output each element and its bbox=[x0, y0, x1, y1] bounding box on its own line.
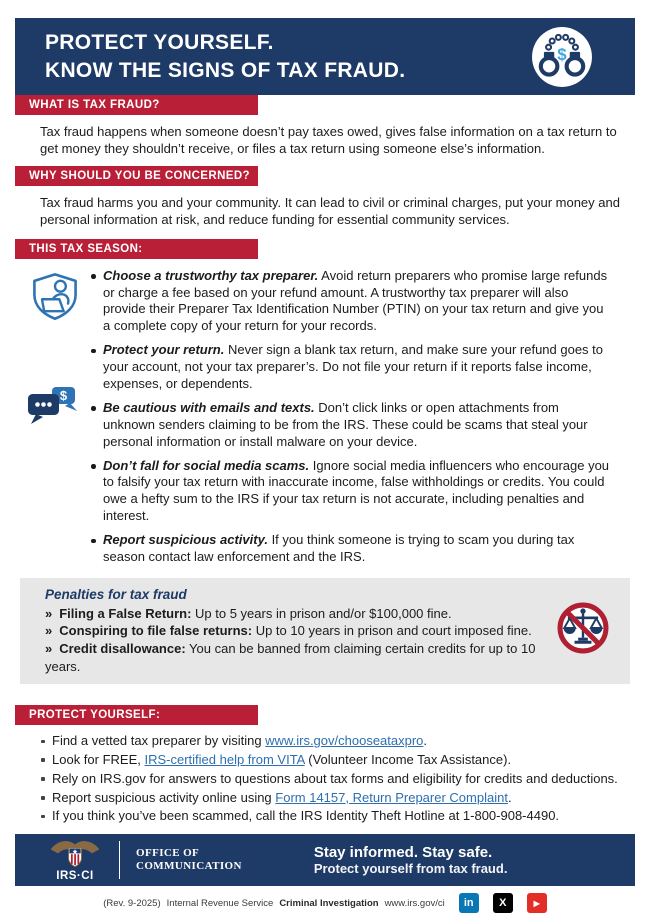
bullet-text: Never sign a blank tax return, and make sure your refund goes to your account, not your tax preparer’s. Do not file your return if it reports false income, expenses, or dependents. bbox=[103, 342, 604, 391]
section-banner-label: WHY SHOULD YOU BE CONCERNED? bbox=[29, 170, 250, 183]
link-vita[interactable]: IRS-certified help from VITA bbox=[144, 751, 305, 767]
item-text: Report suspicious activity online using bbox=[52, 789, 276, 805]
tax-fraud-flyer bbox=[0, 18, 650, 910]
list-item-protect-return bbox=[103, 342, 614, 393]
revision-label: (Rev. 9-2025) bbox=[103, 897, 161, 909]
shield-preparer-icon bbox=[30, 270, 80, 327]
list-item-find-preparer bbox=[52, 732, 625, 751]
footer-banner bbox=[15, 834, 635, 886]
penalty-marker: » bbox=[45, 623, 53, 639]
svg-text:$: $ bbox=[557, 44, 567, 64]
header-banner bbox=[15, 18, 635, 95]
why-concerned-paragraph: Tax fraud harms you and your community. It can lead to civil or criminal charges, put your money and personal information at risk, and reduce funding for essential community services. bbox=[40, 195, 620, 228]
footer-url: www.irs.gov/ci bbox=[384, 897, 445, 909]
penalty-text: You can be banned from claiming certain credits for up to 10 years. bbox=[45, 640, 536, 674]
office-of-communication bbox=[136, 847, 242, 875]
item-text: Look for FREE, bbox=[52, 751, 145, 767]
list-item-choose-preparer bbox=[103, 268, 614, 336]
chat-dollar-icon bbox=[27, 385, 79, 434]
office-line2: COMMUNICATION bbox=[136, 860, 242, 873]
footer-tagline bbox=[314, 844, 508, 876]
bullet-text: Ignore social media influencers who encourage you to falsify your tax return with inaccurate income, false withholdings or credits. You could owe a hefty sum to the IRS if your tax return is not accurate, including penalties and interest. bbox=[103, 457, 610, 524]
bullet-text: Don’t click links or open attachments from unknown senders claiming to be from the IRS. These could be scams that steal your personal information or install malware on your device. bbox=[103, 399, 588, 449]
footer-divider bbox=[119, 841, 120, 879]
item-text: . bbox=[423, 733, 428, 749]
link-form-14157[interactable]: Form 14157, Return Preparer Complaint bbox=[275, 789, 508, 805]
link-chooseataxpro[interactable]: www.irs.gov/chooseataxpro bbox=[265, 733, 424, 749]
penalty-lead: Credit disallowance: bbox=[59, 640, 186, 656]
office-line1: OFFICE OF bbox=[136, 846, 200, 859]
penalty-row-false-return bbox=[45, 605, 544, 623]
handcuffs-dollar-icon bbox=[531, 26, 593, 88]
x-icon[interactable]: X bbox=[493, 893, 513, 913]
division-label: Criminal Investigation bbox=[279, 897, 379, 909]
irs-ci-logo-text: IRS·CI bbox=[56, 870, 94, 883]
penalty-lead: Conspiring to file false returns: bbox=[59, 623, 253, 639]
section-banner-label: THIS TAX SEASON: bbox=[29, 242, 143, 255]
bullet-lead: Report suspicious activity. bbox=[103, 532, 268, 548]
section-banner-why-concerned bbox=[15, 166, 258, 186]
item-text: If you think you’ve been scammed, call the IRS Identity Theft Hotline at 1-800-908-4490. bbox=[52, 808, 560, 824]
penalty-text: Up to 5 years in prison and/or $100,000 fine. bbox=[191, 605, 452, 621]
penalty-marker: » bbox=[45, 640, 53, 656]
penalty-row-credit-disallowance bbox=[45, 640, 544, 675]
item-text: Find a vetted tax preparer by visiting bbox=[52, 733, 266, 749]
list-item-irs-gov bbox=[52, 770, 625, 789]
irs-ci-logo bbox=[49, 838, 101, 882]
irs-ci-eagle-icon bbox=[49, 838, 101, 872]
section-banner-protect-yourself bbox=[15, 705, 258, 725]
list-item-vita-help bbox=[52, 751, 625, 770]
page-title-line1: PROTECT YOURSELF. bbox=[45, 31, 274, 55]
section-banner-what-is bbox=[15, 95, 258, 115]
section-banner-label: WHAT IS TAX FRAUD? bbox=[29, 99, 160, 111]
bullet-text: Avoid return preparers who promise large refunds or charge a fee based on your refund amount. A trustworthy tax preparer will also provide their Preparer Tax Identification Number (PTIN) on your tax return and give you a complete copy of your return for your records. bbox=[103, 267, 608, 334]
no-fraud-scales-icon bbox=[554, 599, 612, 662]
bullet-lead: Choose a trustworthy tax preparer. bbox=[103, 267, 319, 283]
agency-label: Internal Revenue Service bbox=[166, 897, 274, 909]
tagline-line1: Stay informed. Stay safe. bbox=[313, 844, 493, 862]
list-item-report-activity bbox=[103, 532, 614, 566]
penalty-row-conspiring bbox=[45, 622, 544, 640]
penalty-marker: » bbox=[45, 605, 53, 621]
item-text: . bbox=[507, 789, 512, 805]
list-item-emails-texts bbox=[103, 400, 614, 451]
page-title-line2: KNOW THE SIGNS OF TAX FRAUD. bbox=[45, 58, 406, 82]
penalties-title: Penalties for tax fraud bbox=[45, 586, 187, 602]
list-item-identity-theft-hotline bbox=[52, 807, 625, 826]
penalty-text: Up to 10 years in prison and court imposed fine. bbox=[252, 623, 532, 639]
what-is-paragraph: Tax fraud happens when someone doesn’t pay taxes owed, gives false information on a tax return to get money they shouldn’t receive, or files a tax return using someone else’s information. bbox=[40, 124, 617, 157]
linkedin-icon[interactable]: in bbox=[459, 893, 479, 913]
bullet-lead: Be cautious with emails and texts. bbox=[103, 399, 315, 415]
bullet-lead: Don’t fall for social media scams. bbox=[103, 457, 310, 473]
penalty-lead: Filing a False Return: bbox=[59, 605, 192, 621]
section-banner-tax-season bbox=[15, 239, 258, 259]
page-title bbox=[45, 29, 405, 84]
list-item-social-media-scams bbox=[103, 458, 614, 526]
protect-yourself-list bbox=[52, 732, 625, 826]
section-banner-label: PROTECT YOURSELF: bbox=[29, 709, 161, 722]
youtube-icon[interactable]: ▶ bbox=[527, 893, 547, 913]
item-text: (Volunteer Income Tax Assistance). bbox=[304, 751, 512, 767]
list-item-form-14157 bbox=[52, 789, 625, 808]
bullet-text: If you think someone is trying to scam you during tax season contact law enforcement and the IRS. bbox=[103, 532, 575, 564]
tax-season-list bbox=[0, 268, 650, 566]
item-text: Rely on IRS.gov for answers to questions about tax forms and eligibility for credits and deductions. bbox=[52, 770, 618, 786]
tagline-line2: Protect yourself from tax fraud. bbox=[313, 861, 508, 877]
bottom-info-bar bbox=[0, 893, 650, 913]
penalties-box bbox=[20, 578, 630, 684]
penalties-content bbox=[45, 587, 544, 675]
svg-text:$: $ bbox=[59, 387, 68, 403]
bullet-lead: Protect your return. bbox=[103, 342, 225, 358]
